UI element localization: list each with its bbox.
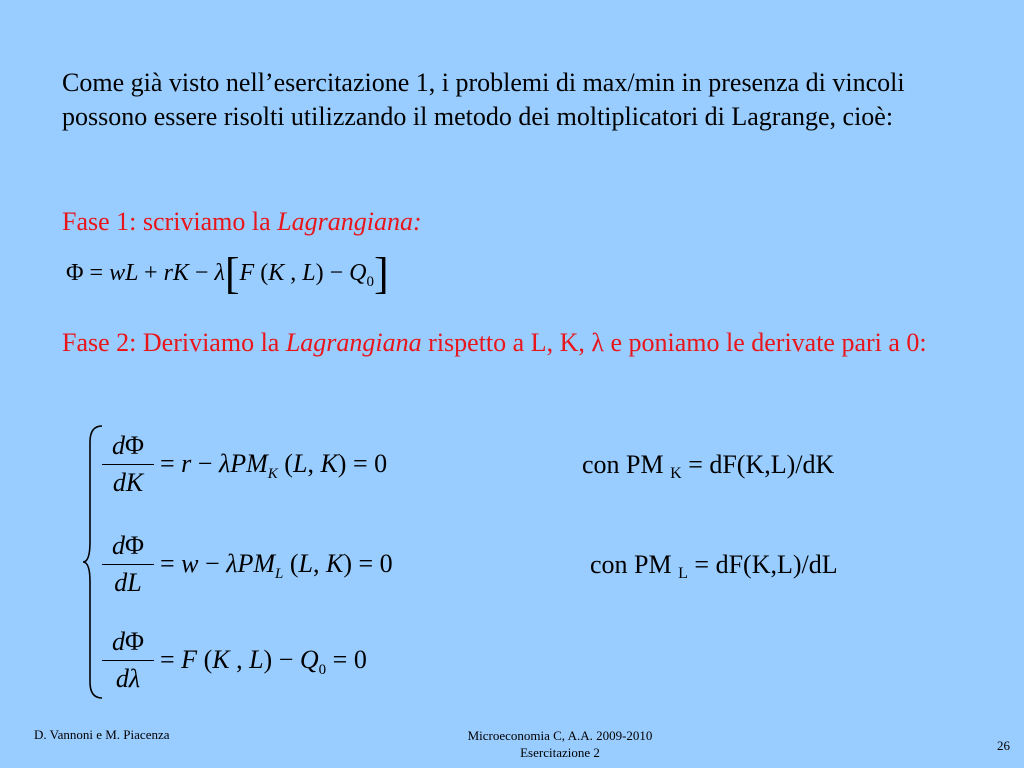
lagrangian-formula: Φ = wL + rK − λ[F (K , L) − Q0] xyxy=(66,249,389,298)
condition-pmk xyxy=(582,450,834,483)
page-number: 26 xyxy=(997,738,1010,753)
condition-pml xyxy=(590,550,838,583)
condition-pmk-label: con PM xyxy=(582,450,671,479)
footer-authors: D. Vannoni e M. Piacenza xyxy=(34,727,170,742)
condition-pml-rest: = dF(K,L)/dL xyxy=(687,550,838,579)
condition-pml-label: con PM xyxy=(590,550,679,579)
condition-pml-sub: L xyxy=(678,565,688,582)
fase1-emph: Lagrangiana xyxy=(277,207,413,236)
footer-course-line1: Microeconomia C, A.A. 2009-2010 xyxy=(467,728,653,743)
condition-pmk-rest: = dF(K,L)/dK xyxy=(681,450,835,479)
fase1-suffix: : xyxy=(413,207,422,236)
fase1-heading xyxy=(62,206,422,238)
fase2-prefix: Fase 2: Deriviamo la xyxy=(62,328,286,357)
condition-pmk-sub: K xyxy=(670,465,682,482)
fase2-suffix: rispetto a L, K, λ e poniamo le derivate pari a 0: xyxy=(421,328,927,357)
intro-paragraph: Come già visto nell’esercitazione 1, i problemi di max/min in presenza di vincoli possono essere risolti utilizzando il metodo dei moltiplicatori di Lagrange, cioè: xyxy=(62,68,905,131)
footer-course xyxy=(400,727,720,761)
fase2-heading xyxy=(62,326,1002,360)
fase1-prefix: Fase 1: scriviamo la xyxy=(62,207,278,236)
footer-course-line2: Esercitazione 2 xyxy=(520,745,600,760)
fase2-emph: Lagrangiana xyxy=(285,328,422,357)
